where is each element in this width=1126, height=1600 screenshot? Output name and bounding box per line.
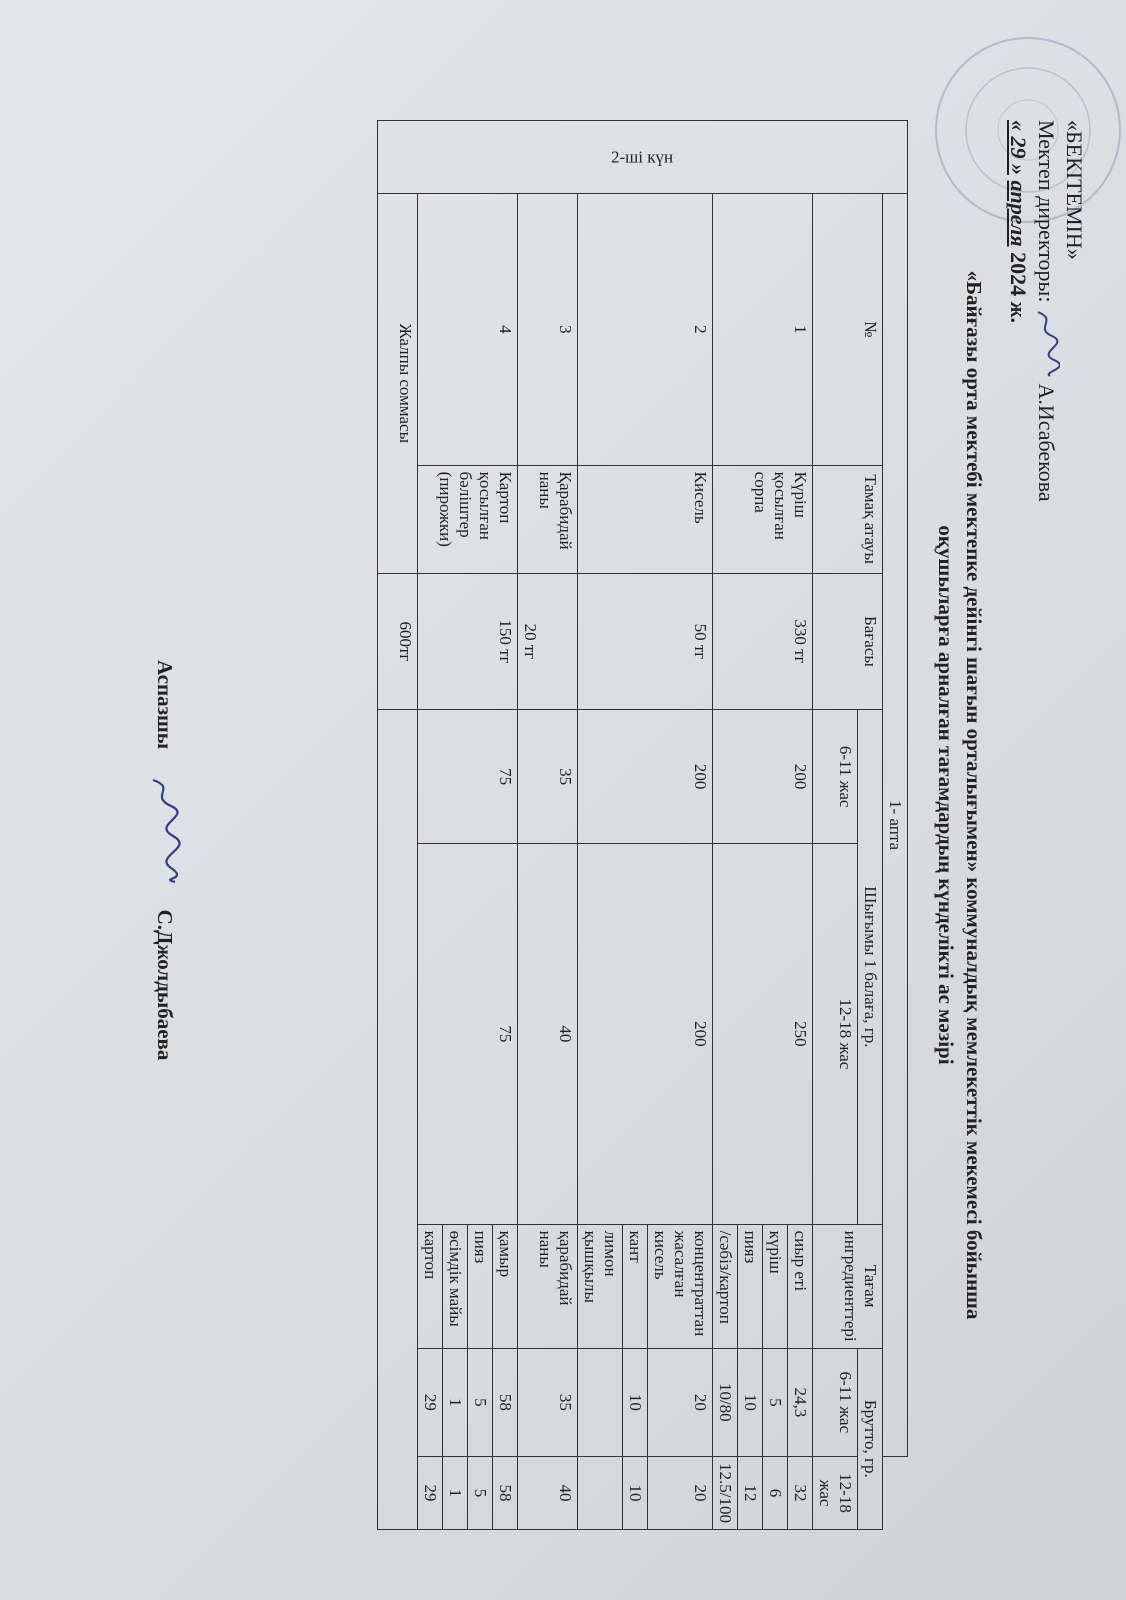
col-ingredients: Тағам ингредиенттері <box>813 1224 883 1348</box>
ingredient-name: пияз <box>738 1224 763 1348</box>
row-yield-1: 200 <box>578 710 713 844</box>
col-yield: Шығымы 1 балаға, гр. <box>858 710 883 1224</box>
ingredient-name: /сәбіз/картоп <box>713 1224 738 1348</box>
table-row <box>788 121 813 1530</box>
title-line-2: оқушыларға арналған тағамдардың күнделікті ас мәзірі <box>934 525 958 1065</box>
ingredient-gross-2: 1 <box>443 1457 468 1530</box>
ingredient-name: кант <box>623 1224 648 1348</box>
ingredient-gross-1: 29 <box>418 1348 443 1456</box>
row-yield-2: 200 <box>578 844 713 1224</box>
total-value: 600тг <box>378 573 418 710</box>
ingredient-gross-2: 10 <box>623 1457 648 1530</box>
ingredient-name: лимон қышқылы <box>578 1224 623 1348</box>
total-label: Жалпы соммасы <box>378 194 418 574</box>
row-name: Күріш қосылған сорпа <box>713 465 813 573</box>
document-title <box>932 170 988 1420</box>
cook-signature <box>143 774 183 884</box>
yield-age-12-18: 12-18 жас <box>813 844 858 1224</box>
ingredient-name: күріш <box>763 1224 788 1348</box>
col-price: Бағасы <box>813 573 883 710</box>
cook-signature-line <box>143 660 183 1060</box>
ingredient-gross-2: 5 <box>468 1457 493 1530</box>
approval-block <box>1004 120 1088 502</box>
row-price: 50 тг <box>578 573 713 710</box>
row-yield-1: 75 <box>418 710 518 844</box>
approve-label: «БЕКІТЕМІН» <box>1062 120 1087 260</box>
ingredient-gross-1: 1 <box>443 1348 468 1456</box>
ingredient-name: қамыр <box>493 1224 518 1348</box>
ingredient-name: пияз <box>468 1224 493 1348</box>
day-label: 2-ші күн <box>378 121 908 194</box>
ingredient-gross-1: 5 <box>468 1348 493 1456</box>
row-yield-2: 250 <box>713 844 813 1224</box>
ingredient-gross-1: 10/80 <box>713 1348 738 1456</box>
ingredient-gross-1: 24,3 <box>788 1348 813 1456</box>
ingredient-gross-1: 5 <box>763 1348 788 1456</box>
row-yield-2: 40 <box>518 844 578 1224</box>
title-line-1: «Байғазы орта мектебі мектепке дейінгі шағын орталығымен» коммуналдық мемлекеттік мекемесі бойынша <box>962 270 986 1320</box>
ingredient-gross-1: 20 <box>648 1348 713 1456</box>
director-line <box>1032 120 1060 502</box>
director-signature <box>1032 308 1060 378</box>
ingredient-gross-2: 12 <box>738 1457 763 1530</box>
cook-name: С.Джолдыбаева <box>153 909 178 1061</box>
director-name: А.Исабекова <box>1034 383 1059 502</box>
ingredient-gross-1: 35 <box>518 1348 578 1456</box>
ingredient-name: сиыр еті <box>788 1224 813 1348</box>
menu-table <box>377 120 908 1530</box>
ingredient-gross-1: 10 <box>738 1348 763 1456</box>
row-price: 150 тг <box>418 573 518 710</box>
gross-age-12-18: 12-18 жас <box>813 1457 858 1530</box>
row-num: 2 <box>578 194 713 466</box>
ingredient-gross-2: 32 <box>788 1457 813 1530</box>
ingredient-gross-2 <box>578 1457 623 1530</box>
row-num: 4 <box>418 194 518 466</box>
col-gross: Брутто, гр. <box>858 1348 883 1529</box>
row-num: 3 <box>518 194 578 466</box>
ingredient-gross-2: 12.5/100 <box>713 1457 738 1530</box>
ingredient-gross-1: 10 <box>623 1348 648 1456</box>
yield-age-6-11: 6-11 жас <box>813 710 858 844</box>
approval-date <box>1004 120 1032 502</box>
row-price: 20 тг <box>518 573 578 710</box>
table-row <box>493 121 518 1530</box>
ingredient-gross-2: 6 <box>763 1457 788 1530</box>
row-price: 330 тг <box>713 573 813 710</box>
cook-label: Аспазшы <box>153 660 178 750</box>
ingredient-name: қарабидай наны <box>518 1224 578 1348</box>
row-yield-1: 35 <box>518 710 578 844</box>
row-yield-2: 75 <box>418 844 518 1224</box>
table-row <box>648 121 713 1530</box>
col-num: № <box>813 194 883 466</box>
row-name: Кисель <box>578 465 713 573</box>
ingredient-name: концентраттан жасалған кисель <box>648 1224 713 1348</box>
total-row <box>378 121 418 1530</box>
ingredient-gross-2: 29 <box>418 1457 443 1530</box>
total-empty <box>378 710 418 1530</box>
row-name: Қарабидай наны <box>518 465 578 573</box>
gross-age-6-11: 6-11 жас <box>813 1348 858 1456</box>
date-year: 2024 ж. <box>1006 252 1031 324</box>
ingredient-name: картоп <box>418 1224 443 1348</box>
ingredient-gross-2: 20 <box>648 1457 713 1530</box>
week-header: 1- апта <box>883 194 908 1457</box>
row-num: 1 <box>713 194 813 466</box>
ingredient-gross-1: 58 <box>493 1348 518 1456</box>
ingredient-gross-1 <box>578 1348 623 1456</box>
rotated-content <box>38 20 1088 1580</box>
director-label: Мектеп директоры: <box>1034 120 1059 303</box>
date-month: апреля <box>1006 180 1031 247</box>
ingredient-name: өсімдік майы <box>443 1224 468 1348</box>
date-day: « 29 » <box>1006 120 1031 175</box>
table-row <box>518 121 578 1530</box>
col-name: Тамақ атауы <box>813 465 883 573</box>
ingredient-gross-2: 58 <box>493 1457 518 1530</box>
ingredient-gross-2: 40 <box>518 1457 578 1530</box>
row-yield-1: 200 <box>713 710 813 844</box>
row-name: Картоп қосылған бәліштер (пирожки) <box>418 465 518 573</box>
